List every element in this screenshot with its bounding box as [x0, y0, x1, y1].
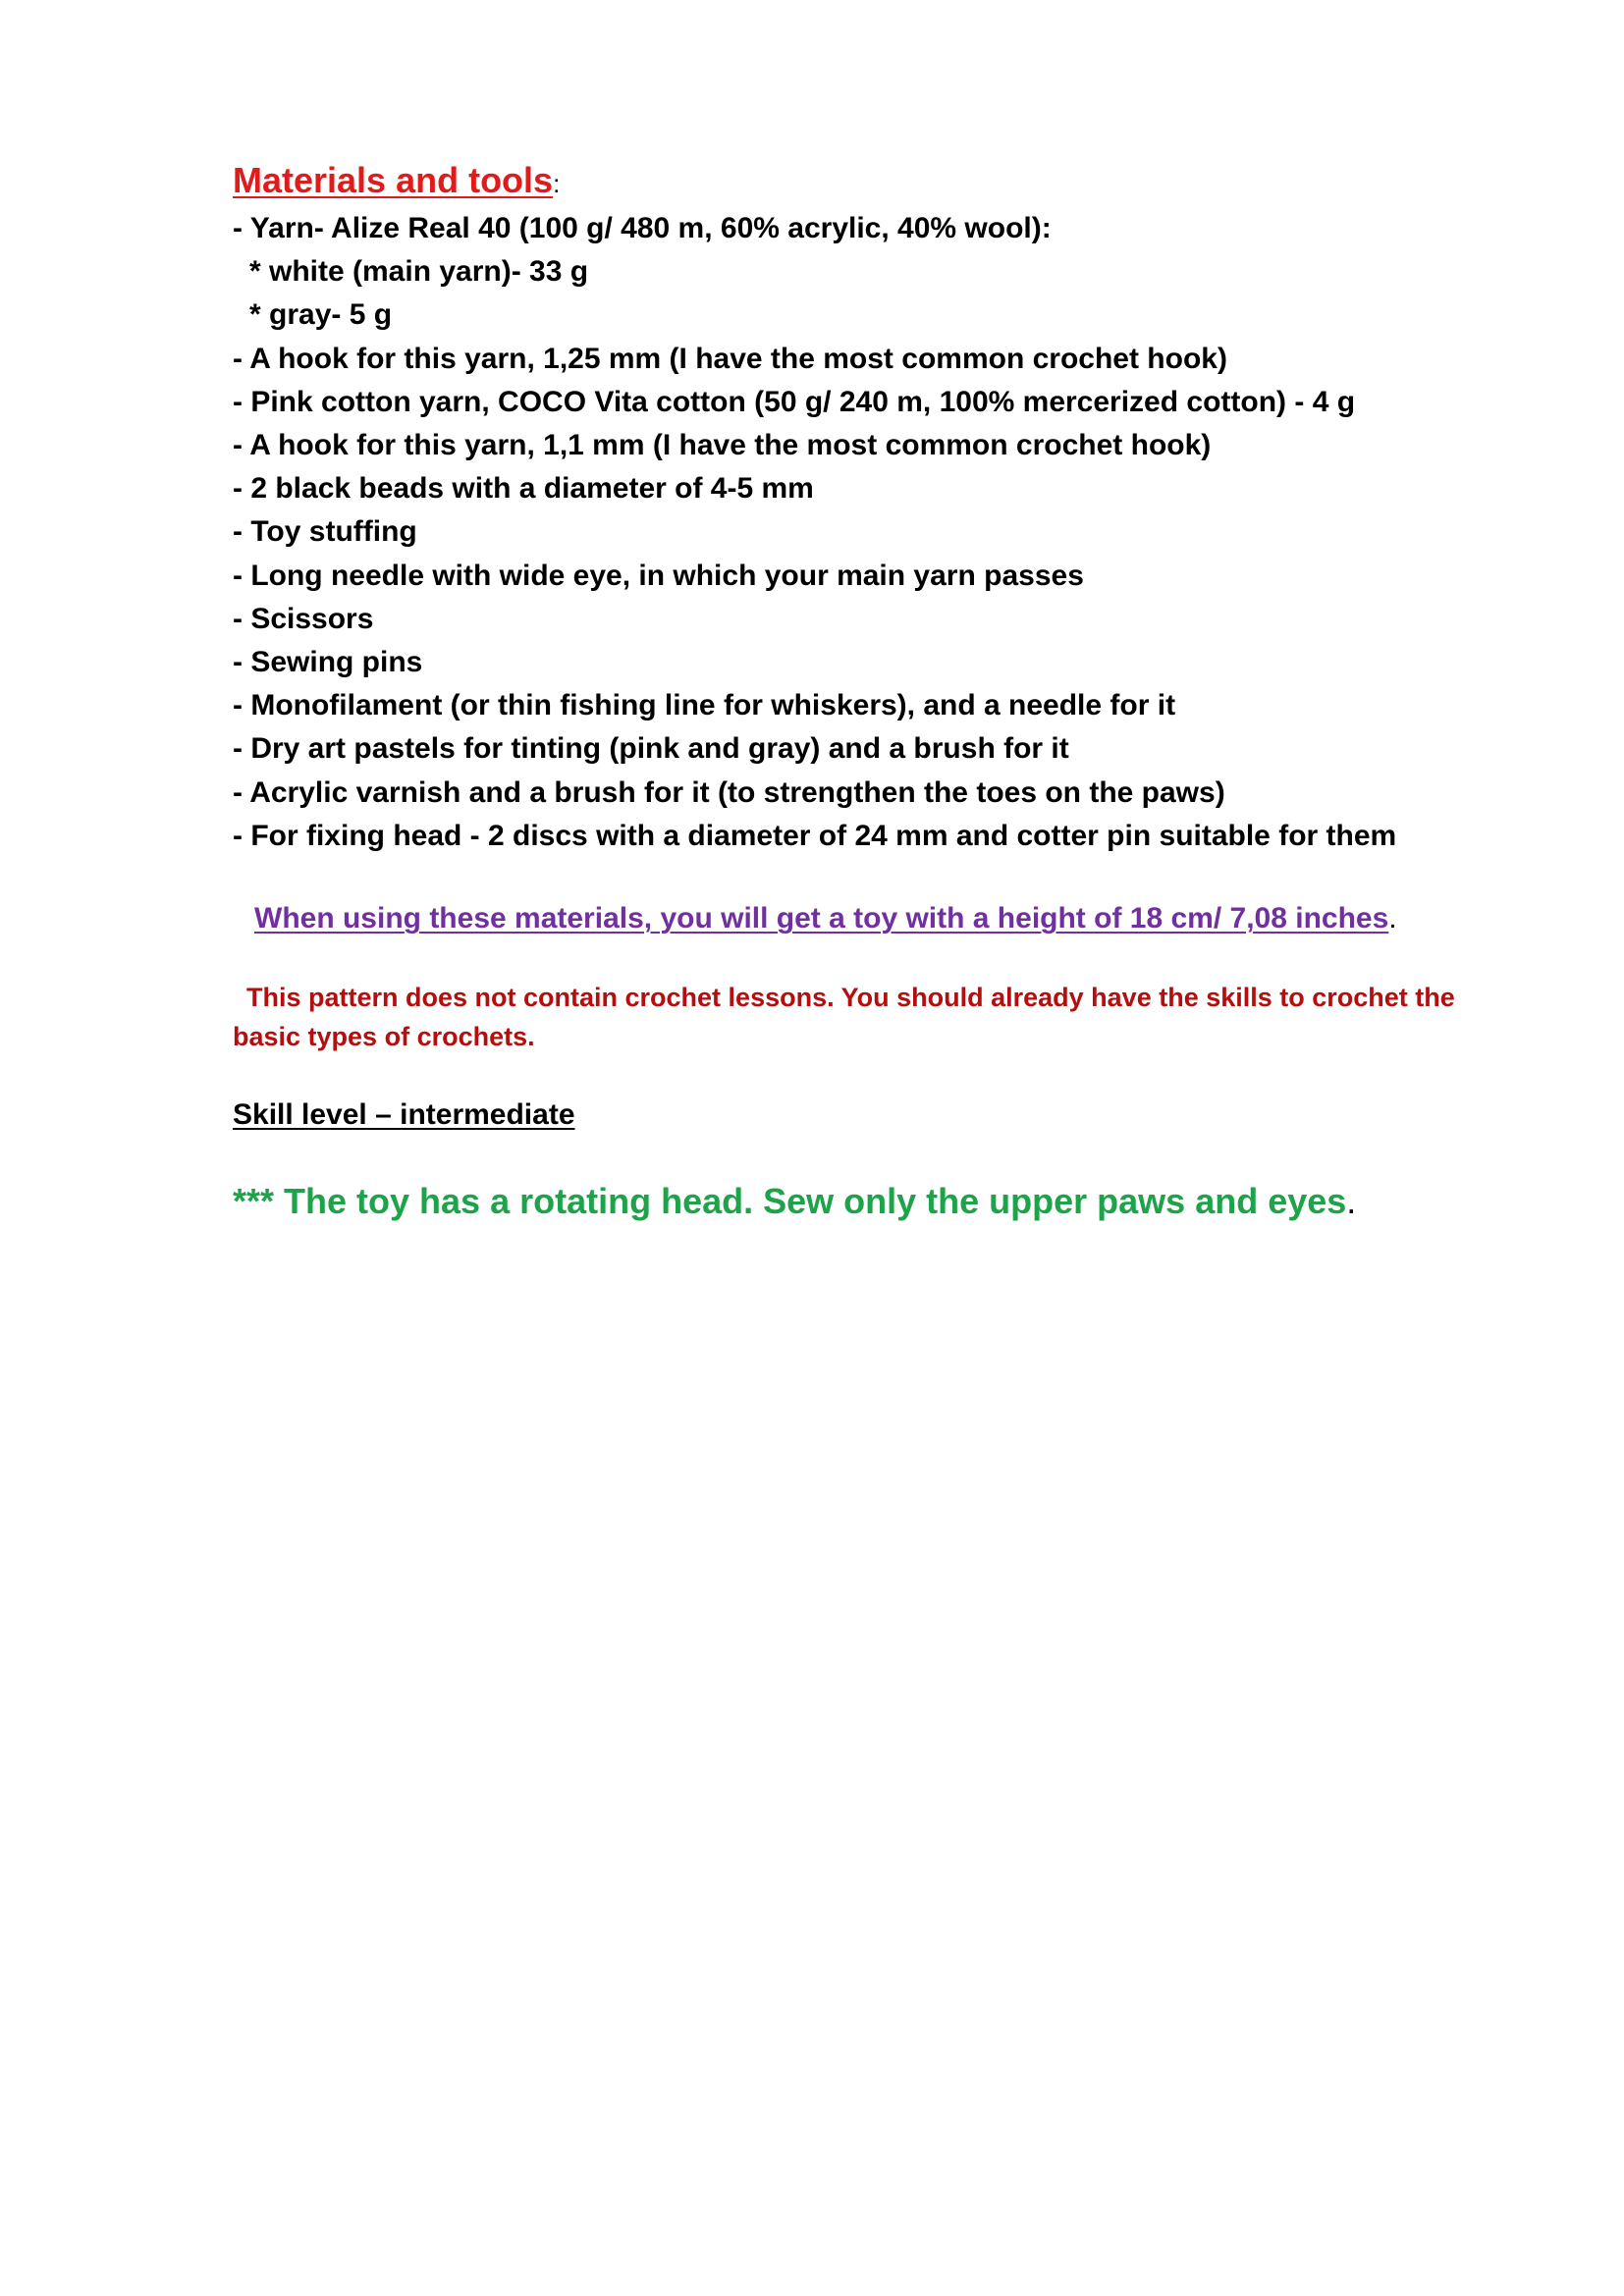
- crochet-lessons-warning: [233, 978, 1519, 1056]
- toy-height-period: .: [1388, 902, 1397, 935]
- materials-heading-title: Materials and tools: [233, 160, 554, 200]
- material-item: - Dry art pastels for tinting (pink and gray) and a brush for it: [233, 732, 1069, 766]
- material-item: - Acrylic varnish and a brush for it (to strengthen the toes on the paws): [233, 775, 1225, 809]
- material-item: - Pink cotton yarn, COCO Vita cotton (50 g/ 240 m, 100% mercerized cotton) - 4 g: [233, 385, 1356, 418]
- crochet-lessons-warning-period: .: [527, 1022, 535, 1052]
- rotating-head-note: [233, 1178, 1519, 1225]
- pattern-page: [233, 157, 1519, 1225]
- material-item: - Scissors: [233, 602, 374, 635]
- material-item: - A hook for this yarn, 1,25 mm (I have the most common crochet hook): [233, 342, 1227, 375]
- material-item: * gray- 5 g: [249, 298, 393, 332]
- material-item: - Sewing pins: [233, 646, 423, 679]
- material-item: - For fixing head - 2 discs with a diameter of 24 mm and cotter pin suitable for them: [233, 819, 1397, 852]
- material-item: * white (main yarn)- 33 g: [249, 255, 589, 289]
- skill-level: Skill level – intermediate: [233, 1098, 575, 1132]
- material-item: - Monofilament (or thin fishing line for whiskers), and a needle for it: [233, 689, 1176, 722]
- materials-heading-colon: :: [553, 169, 561, 198]
- materials-list: [233, 207, 1519, 858]
- toy-height-note: [233, 899, 1519, 938]
- materials-heading: [233, 157, 1519, 207]
- toy-height-text: When using these materials, you will get a toy with a height of 18 cm/ 7,08 inches: [254, 902, 1389, 935]
- rotating-head-text: *** The toy has a rotating head. Sew only the upper paws and eyes: [233, 1181, 1347, 1222]
- material-item: - A hook for this yarn, 1,1 mm (I have the most common crochet hook): [233, 429, 1212, 462]
- material-item: - Toy stuffing: [233, 515, 417, 549]
- crochet-lessons-warning-text: This pattern does not contain crochet lessons. You should already have the skills to crochet the basic types of crochets: [233, 983, 1455, 1052]
- material-item: - 2 black beads with a diameter of 4-5 mm: [233, 472, 814, 506]
- material-item: - Long needle with wide eye, in which your main yarn passes: [233, 559, 1084, 592]
- rotating-head-period: .: [1346, 1181, 1357, 1222]
- material-item: - Yarn- Alize Real 40 (100 g/ 480 m, 60% acrylic, 40% wool):: [233, 212, 1052, 244]
